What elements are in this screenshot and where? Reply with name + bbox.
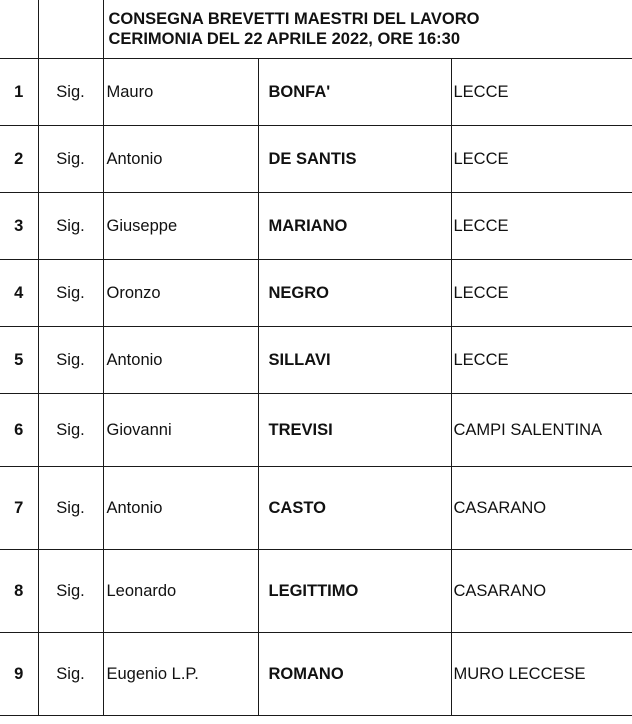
row-number: 8 xyxy=(0,550,38,633)
city: LECCE xyxy=(451,193,632,260)
honorific: Sig. xyxy=(38,633,103,716)
honorific: Sig. xyxy=(38,126,103,193)
honorific: Sig. xyxy=(38,467,103,550)
title-line: CERIMONIA DEL 22 APRILE 2022, ORE 16:30 xyxy=(108,30,461,48)
last-name: TREVISI xyxy=(258,394,451,467)
table-row xyxy=(0,126,632,193)
first-name: Leonardo xyxy=(103,550,258,633)
last-name: DE SANTIS xyxy=(258,126,451,193)
table-row xyxy=(0,59,632,126)
honorific: Sig. xyxy=(38,550,103,633)
table-row xyxy=(0,633,632,716)
city: LECCE xyxy=(451,59,632,126)
row-number: 5 xyxy=(0,327,38,394)
last-name: MARIANO xyxy=(258,193,451,260)
city: CAMPI SALENTINA xyxy=(451,394,632,467)
city: LECCE xyxy=(451,260,632,327)
city: CASARANO xyxy=(451,467,632,550)
table-title xyxy=(103,0,632,59)
table-row xyxy=(0,327,632,394)
header-blank-cell xyxy=(0,0,38,59)
table-row xyxy=(0,260,632,327)
row-number: 9 xyxy=(0,633,38,716)
row-number: 3 xyxy=(0,193,38,260)
last-name: CASTO xyxy=(258,467,451,550)
title-line: CONSEGNA BREVETTI MAESTRI DEL LAVORO xyxy=(108,10,480,28)
honorific: Sig. xyxy=(38,394,103,467)
honorific: Sig. xyxy=(38,260,103,327)
table-row xyxy=(0,193,632,260)
first-name: Eugenio L.P. xyxy=(103,633,258,716)
honorific: Sig. xyxy=(38,327,103,394)
row-number: 6 xyxy=(0,394,38,467)
table-row xyxy=(0,467,632,550)
last-name: SILLAVI xyxy=(258,327,451,394)
row-number: 1 xyxy=(0,59,38,126)
header-blank-cell xyxy=(38,0,103,59)
last-name: ROMANO xyxy=(258,633,451,716)
table-header-row xyxy=(0,0,632,59)
first-name: Giuseppe xyxy=(103,193,258,260)
table-row xyxy=(0,394,632,467)
city: LECCE xyxy=(451,327,632,394)
table-row xyxy=(0,550,632,633)
first-name: Oronzo xyxy=(103,260,258,327)
city: CASARANO xyxy=(451,550,632,633)
honorific: Sig. xyxy=(38,59,103,126)
last-name: BONFA' xyxy=(258,59,451,126)
first-name: Antonio xyxy=(103,467,258,550)
city: LECCE xyxy=(451,126,632,193)
last-name: LEGITTIMO xyxy=(258,550,451,633)
row-number: 7 xyxy=(0,467,38,550)
first-name: Antonio xyxy=(103,126,258,193)
first-name: Mauro xyxy=(103,59,258,126)
honorific: Sig. xyxy=(38,193,103,260)
first-name: Antonio xyxy=(103,327,258,394)
row-number: 4 xyxy=(0,260,38,327)
city: MURO LECCESE xyxy=(451,633,632,716)
first-name: Giovanni xyxy=(103,394,258,467)
row-number: 2 xyxy=(0,126,38,193)
last-name: NEGRO xyxy=(258,260,451,327)
